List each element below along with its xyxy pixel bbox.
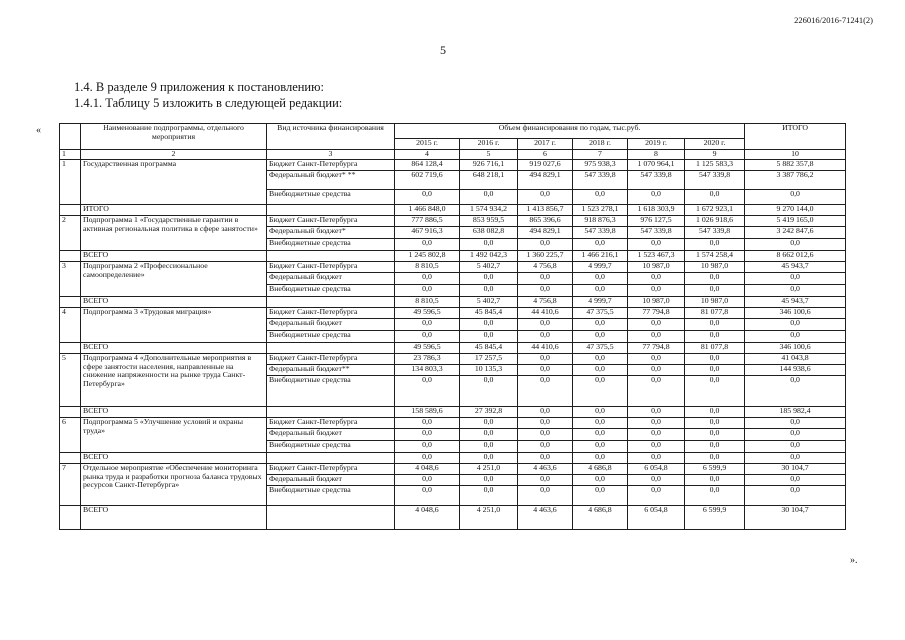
value-cell: 0,0 [685, 429, 745, 441]
summary-value: 1 413 856,7 [518, 205, 573, 216]
value-cell: 0,0 [685, 285, 745, 297]
summary-source-blank [267, 453, 395, 464]
value-cell: 0,0 [460, 319, 518, 331]
value-cell: 0,0 [573, 190, 628, 205]
value-cell: 0,0 [628, 354, 685, 365]
summary-value: 1 523 278,1 [573, 205, 628, 216]
row-number: 1 [60, 160, 81, 205]
value-cell: 0,0 [518, 354, 573, 365]
summary-value: 4 999,7 [573, 297, 628, 308]
value-cell: 0,0 [395, 418, 460, 429]
summary-value: 1 360 225,7 [518, 251, 573, 262]
value-cell: 10 135,3 [460, 365, 518, 376]
value-cell: 17 257,5 [460, 354, 518, 365]
summary-value: 10 987,0 [685, 297, 745, 308]
funding-source: Внебюджетные средства [267, 190, 395, 205]
row-number: 3 [60, 262, 81, 297]
row-number: 5 [60, 354, 81, 407]
summary-value: 81 077,8 [685, 343, 745, 354]
value-cell: 638 082,8 [460, 227, 518, 239]
summary-value: 5 402,7 [460, 297, 518, 308]
summary-source-blank [267, 205, 395, 216]
header-year: 2018 г. [573, 139, 628, 150]
value-cell: 0,0 [395, 285, 460, 297]
funding-source: Внебюджетные средства [267, 376, 395, 407]
value-cell: 0,0 [685, 239, 745, 251]
header-source-column: Вид источника финансирования [267, 124, 395, 150]
document-id: 226016/2016-71241(2) [794, 15, 873, 25]
value-cell: 0,0 [460, 331, 518, 343]
value-cell: 919 027,6 [518, 160, 573, 171]
summary-blank [60, 343, 81, 354]
header-name-column: Наименование подпрограммы, отдельного мероприятия [81, 124, 267, 150]
table-row [60, 464, 846, 475]
value-cell: 0,0 [518, 429, 573, 441]
summary-value: 4 251,0 [460, 506, 518, 530]
summary-value: 1 492 042,3 [460, 251, 518, 262]
column-number: 2 [81, 150, 267, 160]
value-cell: 0,0 [685, 475, 745, 486]
value-cell: 0,0 [573, 354, 628, 365]
value-cell: 0,0 [628, 365, 685, 376]
value-cell: 0,0 [628, 418, 685, 429]
column-number: 10 [745, 150, 846, 160]
program-name: Отдельное мероприятие «Обеспечение мониторинга рынка труда и разработки прогноза баланса трудовых ресурсов Санкт-Петербурга» [81, 464, 267, 506]
funding-source: Бюджет Санкт-Петербурга [267, 464, 395, 475]
summary-label: ВСЕГО [81, 407, 267, 418]
value-cell: 547 339,8 [685, 171, 745, 190]
summary-value: 77 794,8 [628, 343, 685, 354]
summary-value: 0,0 [518, 453, 573, 464]
value-cell: 1 070 964,1 [628, 160, 685, 171]
funding-source: Бюджет Санкт-Петербурга [267, 160, 395, 171]
total-cell: 5 882 357,8 [745, 160, 846, 171]
summary-value: 10 987,0 [628, 297, 685, 308]
value-cell: 0,0 [628, 273, 685, 285]
value-cell: 976 127,5 [628, 216, 685, 227]
value-cell: 0,0 [628, 331, 685, 343]
header-year: 2015 г. [395, 139, 460, 150]
value-cell: 47 375,5 [573, 308, 628, 319]
value-cell: 0,0 [573, 365, 628, 376]
summary-total: 346 100,6 [745, 343, 846, 354]
value-cell: 0,0 [685, 441, 745, 453]
value-cell: 0,0 [460, 475, 518, 486]
funding-source: Внебюджетные средства [267, 441, 395, 453]
summary-value: 1 523 467,3 [628, 251, 685, 262]
summary-value: 1 574 934,2 [460, 205, 518, 216]
value-cell: 0,0 [460, 441, 518, 453]
summary-value: 4 048,6 [395, 506, 460, 530]
summary-value: 47 375,5 [573, 343, 628, 354]
value-cell: 0,0 [628, 239, 685, 251]
funding-source: Внебюджетные средства [267, 486, 395, 506]
summary-source-blank [267, 506, 395, 530]
funding-source: Федеральный бюджет* ** [267, 171, 395, 190]
value-cell: 0,0 [460, 285, 518, 297]
value-cell: 0,0 [460, 486, 518, 506]
total-cell: 0,0 [745, 319, 846, 331]
total-cell: 0,0 [745, 376, 846, 407]
summary-value: 4 756,8 [518, 297, 573, 308]
value-cell: 4 463,6 [518, 464, 573, 475]
summary-total: 8 662 012,6 [745, 251, 846, 262]
summary-row [60, 506, 846, 530]
value-cell: 0,0 [395, 486, 460, 506]
value-cell: 4 756,8 [518, 262, 573, 273]
summary-value: 1 466 848,0 [395, 205, 460, 216]
summary-source-blank [267, 251, 395, 262]
summary-total: 9 270 144,0 [745, 205, 846, 216]
row-number: 7 [60, 464, 81, 506]
summary-row [60, 343, 846, 354]
value-cell: 0,0 [518, 441, 573, 453]
funding-source: Федеральный бюджет [267, 475, 395, 486]
total-cell: 5 419 165,0 [745, 216, 846, 227]
value-cell: 0,0 [395, 190, 460, 205]
value-cell: 0,0 [518, 418, 573, 429]
value-cell: 0,0 [395, 475, 460, 486]
value-cell: 0,0 [628, 319, 685, 331]
value-cell: 0,0 [573, 239, 628, 251]
summary-value: 27 392,8 [460, 407, 518, 418]
column-number: 5 [460, 150, 518, 160]
header-year: 2017 г. [518, 139, 573, 150]
value-cell: 0,0 [395, 376, 460, 407]
funding-source: Бюджет Санкт-Петербурга [267, 308, 395, 319]
total-cell: 0,0 [745, 429, 846, 441]
value-cell: 0,0 [460, 190, 518, 205]
summary-total: 30 104,7 [745, 506, 846, 530]
value-cell: 0,0 [628, 429, 685, 441]
value-cell: 547 339,8 [685, 227, 745, 239]
value-cell: 0,0 [518, 190, 573, 205]
value-cell: 81 077,8 [685, 308, 745, 319]
value-cell: 0,0 [685, 486, 745, 506]
total-cell: 41 043,8 [745, 354, 846, 365]
summary-source-blank [267, 343, 395, 354]
summary-label: ВСЕГО [81, 251, 267, 262]
funding-source: Внебюджетные средства [267, 331, 395, 343]
table-row [60, 216, 846, 227]
value-cell: 865 396,6 [518, 216, 573, 227]
header-cell-empty [60, 124, 81, 150]
summary-value: 0,0 [573, 407, 628, 418]
value-cell: 4 048,6 [395, 464, 460, 475]
total-cell: 30 104,7 [745, 464, 846, 475]
column-number: 6 [518, 150, 573, 160]
summary-value: 6 599,9 [685, 506, 745, 530]
value-cell: 0,0 [685, 376, 745, 407]
value-cell: 5 402,7 [460, 262, 518, 273]
program-name: Государственная программа [81, 160, 267, 205]
header-total-column: ИТОГО [745, 124, 846, 150]
summary-value: 0,0 [628, 453, 685, 464]
financing-table [59, 123, 846, 530]
summary-source-blank [267, 407, 395, 418]
value-cell: 494 829,1 [518, 171, 573, 190]
value-cell: 0,0 [395, 319, 460, 331]
total-cell: 45 943,7 [745, 262, 846, 273]
value-cell: 0,0 [685, 354, 745, 365]
summary-value: 1 574 258,4 [685, 251, 745, 262]
program-name: Подпрограмма 2 «Профессиональное самоопределение» [81, 262, 267, 297]
value-cell: 0,0 [573, 486, 628, 506]
value-cell: 0,0 [518, 273, 573, 285]
value-cell: 864 128,4 [395, 160, 460, 171]
value-cell: 0,0 [518, 486, 573, 506]
total-cell: 3 387 786,2 [745, 171, 846, 190]
value-cell: 0,0 [685, 418, 745, 429]
summary-value: 158 589,6 [395, 407, 460, 418]
value-cell: 1 026 918,6 [685, 216, 745, 227]
closing-quote-mark: ». [850, 555, 858, 566]
program-name: Подпрограмма 5 «Улучшение условий и охраны труда» [81, 418, 267, 453]
column-number: 4 [395, 150, 460, 160]
summary-label: ВСЕГО [81, 506, 267, 530]
value-cell: 0,0 [573, 429, 628, 441]
total-cell: 0,0 [745, 441, 846, 453]
value-cell: 0,0 [685, 190, 745, 205]
value-cell: 77 794,8 [628, 308, 685, 319]
summary-blank [60, 506, 81, 530]
table-row [60, 160, 846, 171]
summary-label: ВСЕГО [81, 453, 267, 464]
value-cell: 4 999,7 [573, 262, 628, 273]
summary-label: ВСЕГО [81, 343, 267, 354]
column-number: 7 [573, 150, 628, 160]
total-cell: 0,0 [745, 418, 846, 429]
value-cell: 0,0 [573, 376, 628, 407]
funding-source: Бюджет Санкт-Петербурга [267, 262, 395, 273]
value-cell: 0,0 [518, 376, 573, 407]
value-cell: 547 339,8 [573, 227, 628, 239]
summary-label: ВСЕГО [81, 297, 267, 308]
column-number: 8 [628, 150, 685, 160]
summary-blank [60, 407, 81, 418]
value-cell: 547 339,8 [573, 171, 628, 190]
value-cell: 0,0 [685, 273, 745, 285]
header-volume-column: Объем финансирования по годам, тыс.руб. [395, 124, 745, 139]
summary-row [60, 251, 846, 262]
instruction-line-1: 1.4. В разделе 9 приложения к постановлению: [74, 80, 324, 94]
program-name: Подпрограмма 3 «Трудовая миграция» [81, 308, 267, 343]
funding-source: Бюджет Санкт-Петербурга [267, 418, 395, 429]
total-cell: 0,0 [745, 486, 846, 506]
value-cell: 547 339,8 [628, 227, 685, 239]
funding-source: Федеральный бюджет [267, 319, 395, 331]
value-cell: 602 719,6 [395, 171, 460, 190]
summary-value: 4 686,8 [573, 506, 628, 530]
value-cell: 0,0 [573, 331, 628, 343]
column-number: 9 [685, 150, 745, 160]
value-cell: 0,0 [573, 273, 628, 285]
total-cell: 3 242 847,6 [745, 227, 846, 239]
header-year: 2019 г. [628, 139, 685, 150]
summary-value: 0,0 [395, 453, 460, 464]
value-cell: 0,0 [395, 239, 460, 251]
value-cell: 0,0 [685, 365, 745, 376]
value-cell: 0,0 [573, 418, 628, 429]
value-cell: 547 339,8 [628, 171, 685, 190]
value-cell: 0,0 [573, 441, 628, 453]
total-cell: 0,0 [745, 285, 846, 297]
value-cell: 0,0 [460, 376, 518, 407]
summary-total: 185 982,4 [745, 407, 846, 418]
value-cell: 4 251,0 [460, 464, 518, 475]
summary-label: ИТОГО [81, 205, 267, 216]
value-cell: 0,0 [573, 475, 628, 486]
row-number: 4 [60, 308, 81, 343]
summary-value: 1 672 923,1 [685, 205, 745, 216]
total-cell: 0,0 [745, 273, 846, 285]
summary-value: 0,0 [573, 453, 628, 464]
value-cell: 0,0 [460, 418, 518, 429]
funding-source: Внебюджетные средства [267, 285, 395, 297]
program-name: Подпрограмма 1 «Государственные гарантии в активная региональная политика в сфере занятости» [81, 216, 267, 251]
value-cell: 0,0 [628, 376, 685, 407]
row-number: 6 [60, 418, 81, 453]
value-cell: 0,0 [628, 441, 685, 453]
value-cell: 0,0 [685, 331, 745, 343]
value-cell: 0,0 [395, 429, 460, 441]
funding-source: Федеральный бюджет* [267, 227, 395, 239]
value-cell: 0,0 [685, 319, 745, 331]
value-cell: 0,0 [518, 365, 573, 376]
value-cell: 1 125 583,3 [685, 160, 745, 171]
page-number: 5 [440, 43, 446, 57]
summary-value: 4 463,6 [518, 506, 573, 530]
total-cell: 144 938,6 [745, 365, 846, 376]
value-cell: 0,0 [518, 239, 573, 251]
total-cell: 0,0 [745, 239, 846, 251]
table-row [60, 418, 846, 429]
value-cell: 0,0 [518, 331, 573, 343]
value-cell: 0,0 [628, 285, 685, 297]
summary-value: 1 466 216,1 [573, 251, 628, 262]
total-cell: 0,0 [745, 475, 846, 486]
summary-value: 6 054,8 [628, 506, 685, 530]
value-cell: 0,0 [460, 429, 518, 441]
summary-value: 1 245 802,8 [395, 251, 460, 262]
summary-value: 8 810,5 [395, 297, 460, 308]
value-cell: 0,0 [518, 285, 573, 297]
instruction-line-2: 1.4.1. Таблицу 5 изложить в следующей редакции: [74, 96, 343, 110]
value-cell: 918 876,3 [573, 216, 628, 227]
value-cell: 648 218,1 [460, 171, 518, 190]
opening-quote-mark: « [36, 125, 41, 136]
summary-value: 0,0 [685, 453, 745, 464]
funding-source: Федеральный бюджет [267, 273, 395, 285]
summary-row [60, 205, 846, 216]
value-cell: 0,0 [395, 331, 460, 343]
summary-total: 0,0 [745, 453, 846, 464]
value-cell: 0,0 [460, 273, 518, 285]
value-cell: 6 054,8 [628, 464, 685, 475]
summary-value: 1 618 303,9 [628, 205, 685, 216]
value-cell: 494 829,1 [518, 227, 573, 239]
summary-blank [60, 251, 81, 262]
summary-value: 0,0 [518, 407, 573, 418]
value-cell: 0,0 [395, 441, 460, 453]
value-cell: 777 886,5 [395, 216, 460, 227]
value-cell: 0,0 [628, 190, 685, 205]
summary-total: 45 943,7 [745, 297, 846, 308]
summary-blank [60, 453, 81, 464]
summary-blank [60, 297, 81, 308]
summary-source-blank [267, 297, 395, 308]
funding-source: Бюджет Санкт-Петербурга [267, 216, 395, 227]
value-cell: 49 596,5 [395, 308, 460, 319]
summary-value: 0,0 [460, 453, 518, 464]
value-cell: 0,0 [395, 273, 460, 285]
value-cell: 0,0 [460, 239, 518, 251]
value-cell: 0,0 [518, 319, 573, 331]
summary-row [60, 407, 846, 418]
funding-source: Внебюджетные средства [267, 239, 395, 251]
value-cell: 10 987,0 [685, 262, 745, 273]
summary-blank [60, 205, 81, 216]
value-cell: 467 916,3 [395, 227, 460, 239]
value-cell: 45 845,4 [460, 308, 518, 319]
summary-value: 49 596,5 [395, 343, 460, 354]
funding-source: Федеральный бюджет** [267, 365, 395, 376]
funding-source: Бюджет Санкт-Петербурга [267, 354, 395, 365]
value-cell: 0,0 [628, 475, 685, 486]
table-row [60, 354, 846, 365]
summary-value: 45 845,4 [460, 343, 518, 354]
program-name: Подпрограмма 4 «Дополнительные мероприятия в сфере занятости населения, направленные на снижение напряженности на рынке труда Санкт-Петербурга» [81, 354, 267, 407]
value-cell: 0,0 [573, 285, 628, 297]
summary-value: 44 410,6 [518, 343, 573, 354]
column-number: 3 [267, 150, 395, 160]
summary-value: 0,0 [685, 407, 745, 418]
value-cell: 23 786,3 [395, 354, 460, 365]
total-cell: 0,0 [745, 331, 846, 343]
value-cell: 0,0 [518, 475, 573, 486]
value-cell: 8 810,5 [395, 262, 460, 273]
value-cell: 4 686,8 [573, 464, 628, 475]
value-cell: 0,0 [628, 486, 685, 506]
summary-value: 0,0 [628, 407, 685, 418]
table-row [60, 262, 846, 273]
funding-source: Федеральный бюджет [267, 429, 395, 441]
total-cell: 0,0 [745, 190, 846, 205]
value-cell: 0,0 [573, 319, 628, 331]
value-cell: 926 716,1 [460, 160, 518, 171]
value-cell: 44 410,6 [518, 308, 573, 319]
header-year: 2016 г. [460, 139, 518, 150]
column-number: 1 [60, 150, 81, 160]
table-row [60, 308, 846, 319]
total-cell: 346 100,6 [745, 308, 846, 319]
summary-row [60, 297, 846, 308]
value-cell: 975 938,3 [573, 160, 628, 171]
value-cell: 6 599,9 [685, 464, 745, 475]
value-cell: 134 803,3 [395, 365, 460, 376]
header-year: 2020 г. [685, 139, 745, 150]
value-cell: 853 959,5 [460, 216, 518, 227]
summary-row [60, 453, 846, 464]
row-number: 2 [60, 216, 81, 251]
value-cell: 10 987,0 [628, 262, 685, 273]
